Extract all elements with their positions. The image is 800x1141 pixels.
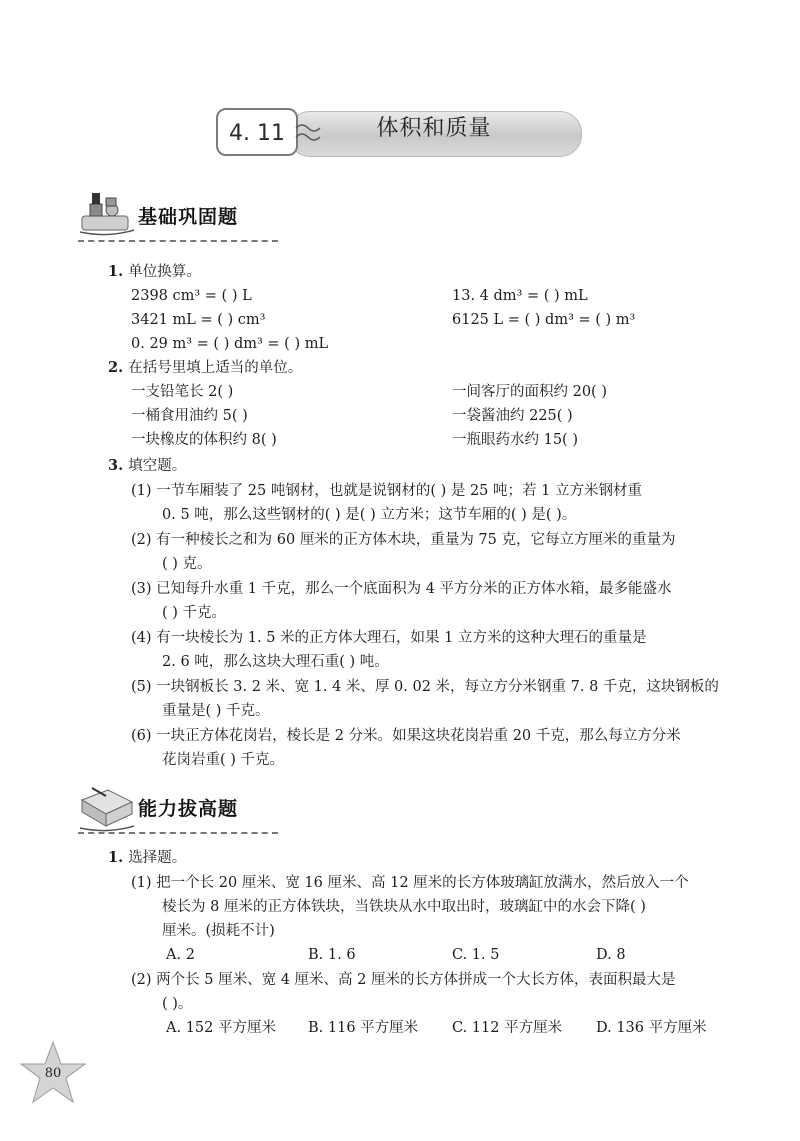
fill-blank-line: 2. 6 吨，那么这块大理石重( ) 吨。 bbox=[162, 654, 389, 670]
unit-item: 一支铅笔长 2( ) bbox=[131, 384, 234, 400]
choice-question-line: ( )。 bbox=[162, 996, 193, 1012]
unit-item: 一袋酱油约 225( ) bbox=[452, 408, 573, 424]
fill-blank-line: ( ) 千克。 bbox=[162, 605, 227, 621]
option-b: B. 1. 6 bbox=[308, 947, 356, 963]
unit-item: 一瓶眼药水约 15( ) bbox=[452, 432, 578, 448]
choice-question-line: 厘米。(损耗不计) bbox=[162, 923, 275, 939]
option-d: D. 136 平方厘米 bbox=[596, 1020, 707, 1036]
fill-blank-line: (4) 有一块棱长为 1. 5 米的正方体大理石，如果 1 立方米的这种大理石的重量是 bbox=[131, 630, 647, 646]
fill-blank-line: ( ) 克。 bbox=[162, 556, 212, 572]
page-number: 80 bbox=[44, 1066, 62, 1081]
question-1-heading bbox=[108, 848, 186, 868]
squiggle-ornament-icon bbox=[294, 122, 322, 144]
building-blocks-icon bbox=[78, 190, 136, 240]
section-title-advanced: 能力拔高题 bbox=[138, 798, 239, 820]
section-divider bbox=[78, 832, 278, 834]
question-title: 填空题。 bbox=[128, 458, 187, 474]
section-divider bbox=[78, 240, 278, 242]
option-c: C. 1. 5 bbox=[452, 947, 500, 963]
lesson-title-banner bbox=[216, 108, 582, 158]
option-a: A. 152 平方厘米 bbox=[166, 1020, 276, 1036]
fill-blank-line: (6) 一块正方体花岗岩，棱长是 2 分米。如果这块花岗岩重 20 千克，那么每立方分米 bbox=[131, 728, 681, 744]
fill-blank-line: (2) 有一种棱长之和为 60 厘米的正方体木块，重量为 75 克，它每立方厘米的重量为 bbox=[131, 532, 676, 548]
choice-question-line: (2) 两个长 5 厘米、宽 4 厘米、高 2 厘米的长方体拼成一个大长方体，表面积最大是 bbox=[131, 972, 676, 988]
question-number: 1. bbox=[108, 263, 124, 280]
unit-item: 一桶食用油约 5( ) bbox=[131, 408, 248, 424]
fill-blank-line: (5) 一块钢板长 3. 2 米、宽 1. 4 米、厚 0. 02 米，每立方分米钢重 7. 8 千克，这块钢板的 bbox=[131, 679, 719, 695]
option-b: B. 116 平方厘米 bbox=[308, 1020, 419, 1036]
question-number: 1. bbox=[108, 849, 124, 866]
conversion-item: 13. 4 dm³ = ( ) mL bbox=[452, 288, 588, 304]
question-3-heading bbox=[108, 456, 186, 476]
unit-item: 一间客厅的面积约 20( ) bbox=[452, 384, 607, 400]
question-number: 2. bbox=[108, 359, 124, 376]
question-title: 单位换算。 bbox=[128, 264, 201, 280]
section-title-basic: 基础巩固题 bbox=[138, 206, 239, 228]
section-header-advanced bbox=[78, 782, 278, 834]
fill-blank-line: (3) 已知每升水重 1 千克，那么一个底面积为 4 平方分米的正方体水箱，最多能盛水 bbox=[131, 581, 672, 597]
question-1-heading bbox=[108, 262, 201, 282]
choice-question-line: (1) 把一个长 20 厘米、宽 16 厘米、高 12 厘米的长方体玻璃缸放满水，然后放入一个 bbox=[131, 875, 689, 891]
question-number: 3. bbox=[108, 457, 124, 474]
fill-blank-line: 花岗岩重( ) 千克。 bbox=[162, 752, 285, 768]
choice-question-line: 棱长为 8 厘米的正方体铁块，当铁块从水中取出时，玻璃缸中的水会下降( ) bbox=[162, 899, 646, 915]
lesson-title: 体积和质量 bbox=[376, 116, 492, 141]
unit-item: 一块橡皮的体积约 8( ) bbox=[131, 432, 277, 448]
conversion-item: 6125 L = ( ) dm³ = ( ) m³ bbox=[452, 312, 636, 328]
fill-blank-line: 0. 5 吨，那么这些钢材的( ) 是( ) 立方米；这节车厢的( ) 是( )。 bbox=[162, 507, 577, 523]
fill-blank-line: (1) 一节车厢装了 25 吨钢材，也就是说钢材的( ) 是 25 吨；若 1 立方米钢材重 bbox=[131, 483, 642, 499]
question-2-heading bbox=[108, 358, 302, 378]
section-header-basic bbox=[78, 190, 278, 242]
option-d: D. 8 bbox=[596, 947, 626, 963]
question-title: 选择题。 bbox=[128, 850, 187, 866]
conversion-item: 2398 cm³ = ( ) L bbox=[131, 288, 252, 304]
option-c: C. 112 平方厘米 bbox=[452, 1020, 563, 1036]
lesson-number: 4. 11 bbox=[216, 108, 298, 156]
question-title: 在括号里填上适当的单位。 bbox=[128, 360, 303, 376]
book-pencil-icon bbox=[78, 782, 136, 832]
fill-blank-line: 重量是( ) 千克。 bbox=[162, 703, 270, 719]
conversion-item: 0. 29 m³ = ( ) dm³ = ( ) mL bbox=[131, 336, 329, 352]
conversion-item: 3421 mL = ( ) cm³ bbox=[131, 312, 266, 328]
option-a: A. 2 bbox=[166, 947, 195, 963]
